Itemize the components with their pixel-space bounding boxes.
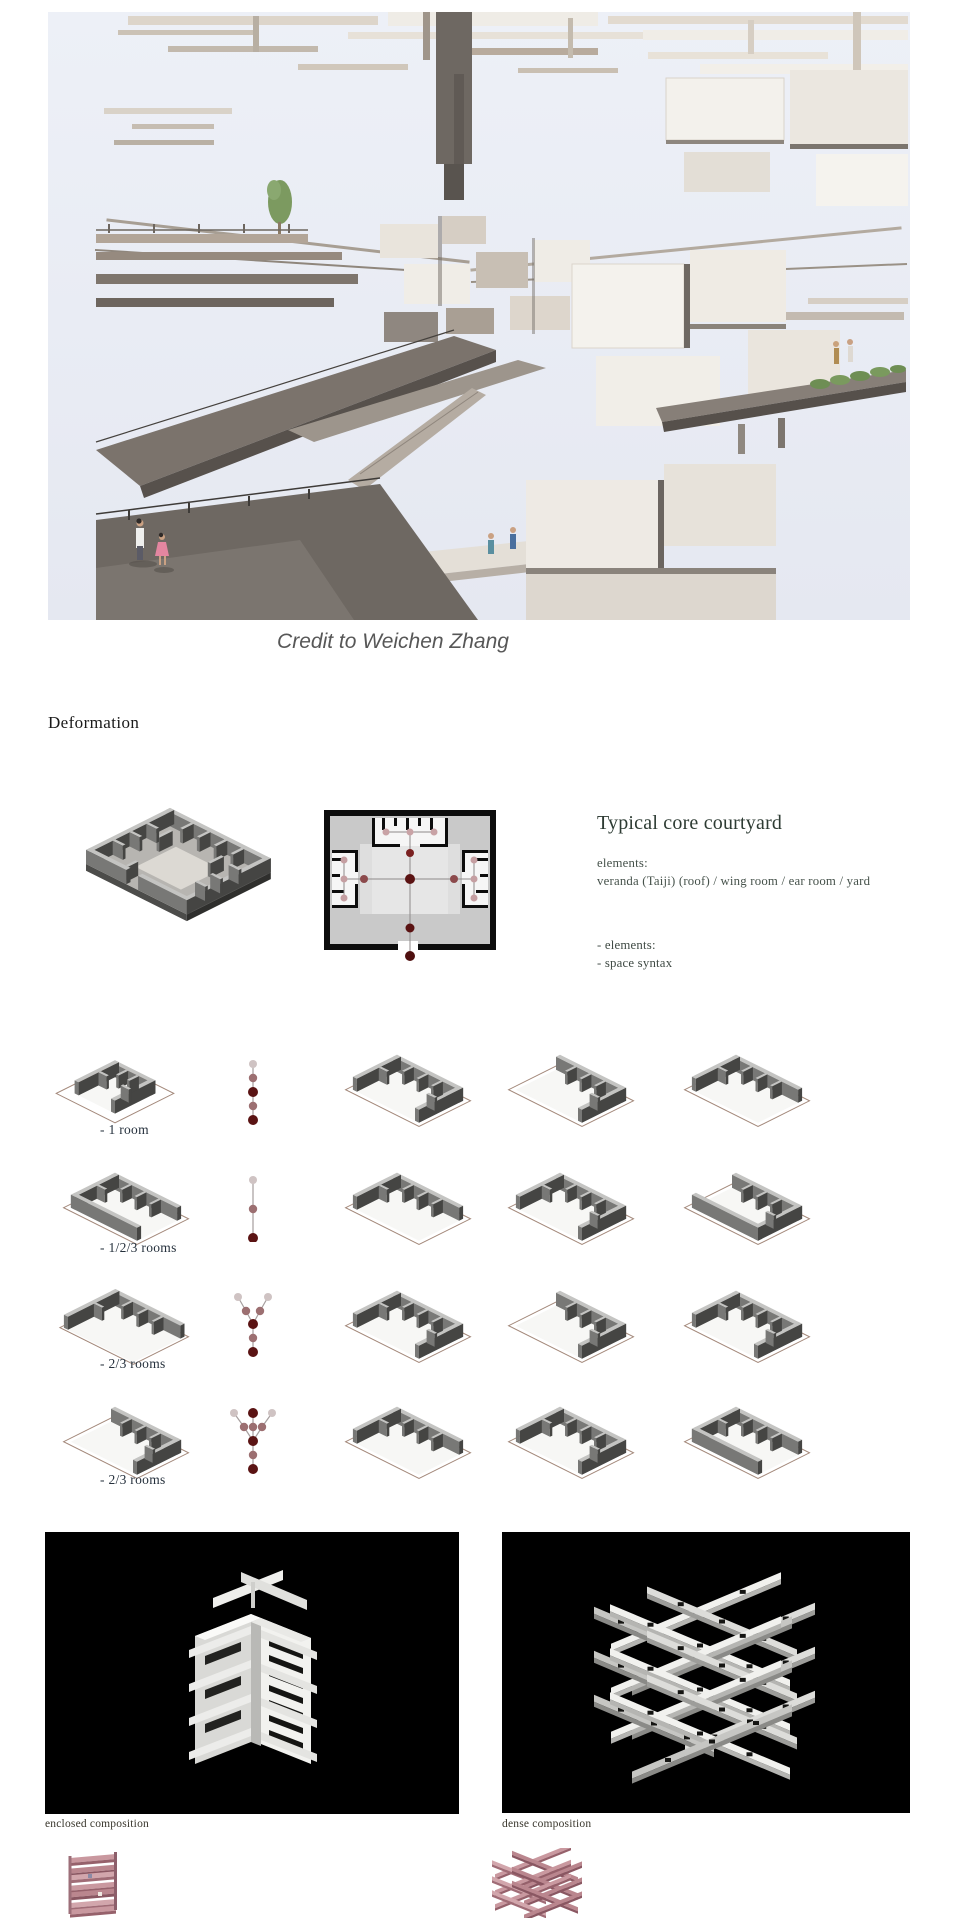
iso-room-model-r4c1	[30, 1396, 200, 1514]
iso-room-model-r2c1	[30, 1162, 200, 1280]
space-syntax-graph-r2	[225, 1174, 281, 1242]
courtyard-elements-value: veranda (Taiji) (roof) / wing room / ear room / yard	[597, 874, 871, 888]
image-credit-caption: Credit to Weichen Zhang	[277, 630, 509, 653]
iso-room-model-r3c2	[312, 1280, 482, 1398]
courtyard-title: Typical core courtyard	[597, 812, 783, 834]
iso-room-model-r2c4	[651, 1162, 821, 1280]
dense-composition-colored-model	[490, 1848, 588, 1918]
iso-room-model-r3c3	[475, 1280, 645, 1398]
hero-render-svg	[48, 12, 910, 620]
iso-room-model-r1c3	[475, 1044, 645, 1162]
iso-room-model-r3c1	[30, 1280, 200, 1398]
iso-room-model-r1c2	[312, 1044, 482, 1162]
enclosed-composition-render	[45, 1532, 459, 1814]
iso-room-model-r4c2	[312, 1396, 482, 1514]
courtyard-plan-diagram	[322, 808, 498, 964]
iso-room-model-r1c1	[30, 1044, 200, 1162]
row-label-r4: - 2/3 rooms	[100, 1472, 166, 1487]
iso-room-model-r2c2	[312, 1162, 482, 1280]
dense-composition-label: dense composition	[502, 1818, 592, 1830]
iso-room-model-r3c4	[651, 1280, 821, 1398]
enclosed-composition-panel	[45, 1532, 459, 1814]
dense-composition-render	[502, 1532, 910, 1813]
iso-room-model-r4c3	[475, 1396, 645, 1514]
iso-room-model-r1c4	[651, 1044, 821, 1162]
courtyard-elements-label: elements:	[597, 856, 648, 870]
enclosed-composition-colored-model	[58, 1844, 132, 1922]
hero-render-image	[48, 12, 910, 620]
lower-right-boxes	[526, 464, 776, 620]
space-syntax-graph-r3	[225, 1291, 281, 1359]
dense-composition-panel	[502, 1532, 910, 1813]
legend-space-syntax: - space syntax	[597, 956, 673, 970]
enclosed-composition-label: enclosed composition	[45, 1818, 149, 1830]
legend-elements: - elements:	[597, 938, 656, 952]
iso-room-model-r2c3	[475, 1162, 645, 1280]
row-label-r2: - 1/2/3 rooms	[100, 1240, 177, 1255]
plan-svg	[322, 808, 498, 964]
courtyard-3d-model	[50, 788, 300, 963]
row-label-r1: - 1 room	[100, 1122, 149, 1137]
space-syntax-graph-r1	[225, 1058, 281, 1126]
section-heading-deformation: Deformation	[48, 713, 140, 732]
row-label-r3: - 2/3 rooms	[100, 1356, 166, 1371]
space-syntax-graph-r4	[225, 1407, 281, 1475]
iso-room-model-r4c4	[651, 1396, 821, 1514]
